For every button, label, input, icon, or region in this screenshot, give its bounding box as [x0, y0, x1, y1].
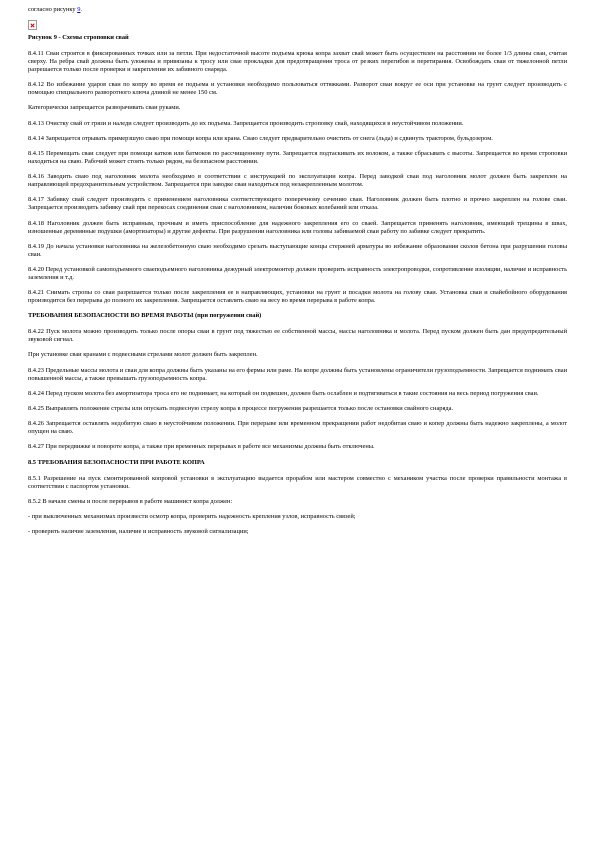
paragraph-warning-turning: Категорически запрещается разворачивать сваи руками. [28, 104, 181, 112]
paragraph-hammer-fixed: При установке сваи кранами с подвесными стрелами молот должен быть закреплен. [28, 351, 258, 359]
paragraph-8-4-12: 8.4.12 Во избежание ударов сваи по копру во время ее подъема и установки необходимо пользоваться оттяжками. Разворот сваи вокруг ее оси при установке на грунт следует производить с помощью специального разворотного ключа длиной не менее 150 см. [28, 81, 567, 97]
intro-text: согласно рисунку [28, 6, 78, 13]
paragraph-8-4-20: 8.4.20 Перед установкой самоподъемного сваеподъемного наголовника дежурный электромонтер должен проверить исправность электропроводки, сопротивление изоляции, наличие и исправность заземления и т.д. [28, 265, 567, 281]
paragraph-8-4-26: 8.4.26 Запрещается оставлять недобитую сваю в неустойчивом положении. При перерыве или временном прекращении работ недобитая сваю и копер должны быть надежно закреплены, а молот опущен на сваю. [28, 420, 567, 436]
paragraph-8-4-11: 8.4.11 Сваи строятся в фиксированных точках или за петли. При недостаточной высоте подъема крюка копра захват свай может быть осуществлен на расстоянии не более 1/3 длины сваи, считая сверху. На ребра свай должны быть уложены и привязаны к тросу или свае прокладки для предотвращения троса от резких перегибов и перетирания. Освобождать сваи от тяжелонной петли разрешается только после проверки и закрепления их забивного снаряда. [28, 50, 567, 73]
paragraph-8-4-16: 8.4.16 Заводить сваю под наголовник молота необходимо в соответствии с инструкцией по эксплуатации копра. Перед заводкой сваи под наголовник молот должен быть закреплен на направляющей предохранительным устройством. Запрещается при заводке сваи находиться под незакрепленным молотом. [28, 173, 567, 189]
paragraph-8-4-19: 8.4.19 До начала установки наголовника на железобетонную сваю необходимо срезать выступающие концы стержней арматуры во избежание образования сколов бетона при разрушении головы сваи. [28, 242, 567, 258]
intro-tail: . [80, 6, 83, 13]
paragraph-8-4-13: 8.4.13 Очистку свай от грязи и наледи следует производить до их подъема. Запрещается производить строповку свай, находящихся в неустойчивом положении. [28, 119, 464, 127]
paragraph-8-4-22: 8.4.22 Пуск молота можно производить только после опоры сваи в грунт под тяжестью ее собственной массы, массы наголовника и молота. Перед пуском должен быть дан предупредительный звуковой сигнал. [28, 328, 567, 344]
paragraph-8-4-15: 8.4.15 Перемещать сваи следует при помощи катков или батмоков по рассчищенному пути. Запрещается подтаскивать их волоком, а также сбрасывать с высоты. Запрещается во время строповки находиться на сваю. Рабочий может стоять только рядом, на безопасном расстоянии. [28, 149, 567, 165]
paragraph-8-4-24: 8.4.24 Перед пуском молота без амортизатора троса его не поднимает, на который он подвешен, должен быть ослаблен и подтягиваться в такие состояния на весь период погружения сваи. [28, 389, 539, 397]
intro-line [28, 6, 567, 14]
figure-caption: Рисунок 9 - Схемы строповки свай [28, 34, 129, 41]
broken-image-icon [28, 20, 37, 30]
section-heading-during-work: ТРЕБОВАНИЯ БЕЗОПАСНОСТИ ВО ВРЕМЯ РАБОТЫ (при погружении свай) [28, 312, 262, 320]
paragraph-8-4-18: 8.4.18 Наголовник должен быть исправным, прочным и иметь приспособление для надежного закрепления его со сваей. Запрещается применять наголовник, имеющий трещины в швах, изношенные деревянные подушки (амортизаторы) и другие дефекты. При разрушении наголовника или головы забиваемой сваи работу по забивке следует прекратить. [28, 219, 567, 235]
paragraph-8-4-23: 8.4.23 Предельные массы молота и сваи для копра должны быть указаны на его фермы или раме. На копре должны быть установлены ограничители грузоподъемности. Запрещается поднимать сваи повышенной массы, а также превышать грузоподъемность копра. [28, 366, 567, 382]
paragraph-8-5-1: 8.5.1 Разрешение на пуск смонтированной копровой установки в эксплуатацию выдается прорабом или мастером совместно с механиком участка после проверки правильности монтажа в соответствии с паспортом установки. [28, 474, 567, 490]
list-item-grounding: - проверить наличие заземления, наличие и исправность звуковой сигнализации; [28, 528, 249, 536]
figure-link[interactable]: 9 [77, 6, 81, 13]
paragraph-8-5-2: 8.5.2 В начале смены и после перерывов в работе машинист копра должен: [28, 497, 233, 505]
paragraph-8-4-21: 8.4.21 Снимать стропы со сваи разрешается только после закрепления ее в направляющих, установки на грунт и посадки молота на голову сваи. Установка сваи и свайебойного оборудования производится без перерыва до полного их закрепления. Запрещается оставлять сваю на весу во время перерыва в работе копра. [28, 289, 567, 305]
paragraph-8-4-27: 8.4.27 При передвижке и повороте копра, а также при временных перерывах в работе все механизмы должны быть отключены. [28, 443, 375, 451]
paragraph-8-4-25: 8.4.25 Выправлять положение стрелы или опускать подвесную стрелу копра в процессе погружения разрешается только после остановки свайного снаряда. [28, 405, 454, 412]
section-heading-pile-driver: 8.5 ТРЕБОВАНИЯ БЕЗОПАСНОСТИ ПРИ РАБОТЕ КОПРА [28, 458, 205, 466]
paragraph-8-4-14: 8.4.14 Запрещается отрывать примерзшую сваю при помощи копра или крана. Сваю следует предварительно очистить от снега (льда) и сдвинуть трактором, бульдозером. [28, 134, 493, 142]
paragraph-8-4-17: 8.4.17 Забивку свай следует производить с применением наголовника соответствующего поперечному сечению сваи. Наголовник должен быть плотно и прочно закреплен на голове сваи. Запрещается производить забивку свай при перекосах соединения сваи с наголовником, наличии боковых колебаний или отказа. [28, 196, 567, 212]
list-item-inspection: - при выключенных механизмах произвести осмотр копра, проверить надежность крепления узлов, исправность связей; [28, 512, 356, 520]
